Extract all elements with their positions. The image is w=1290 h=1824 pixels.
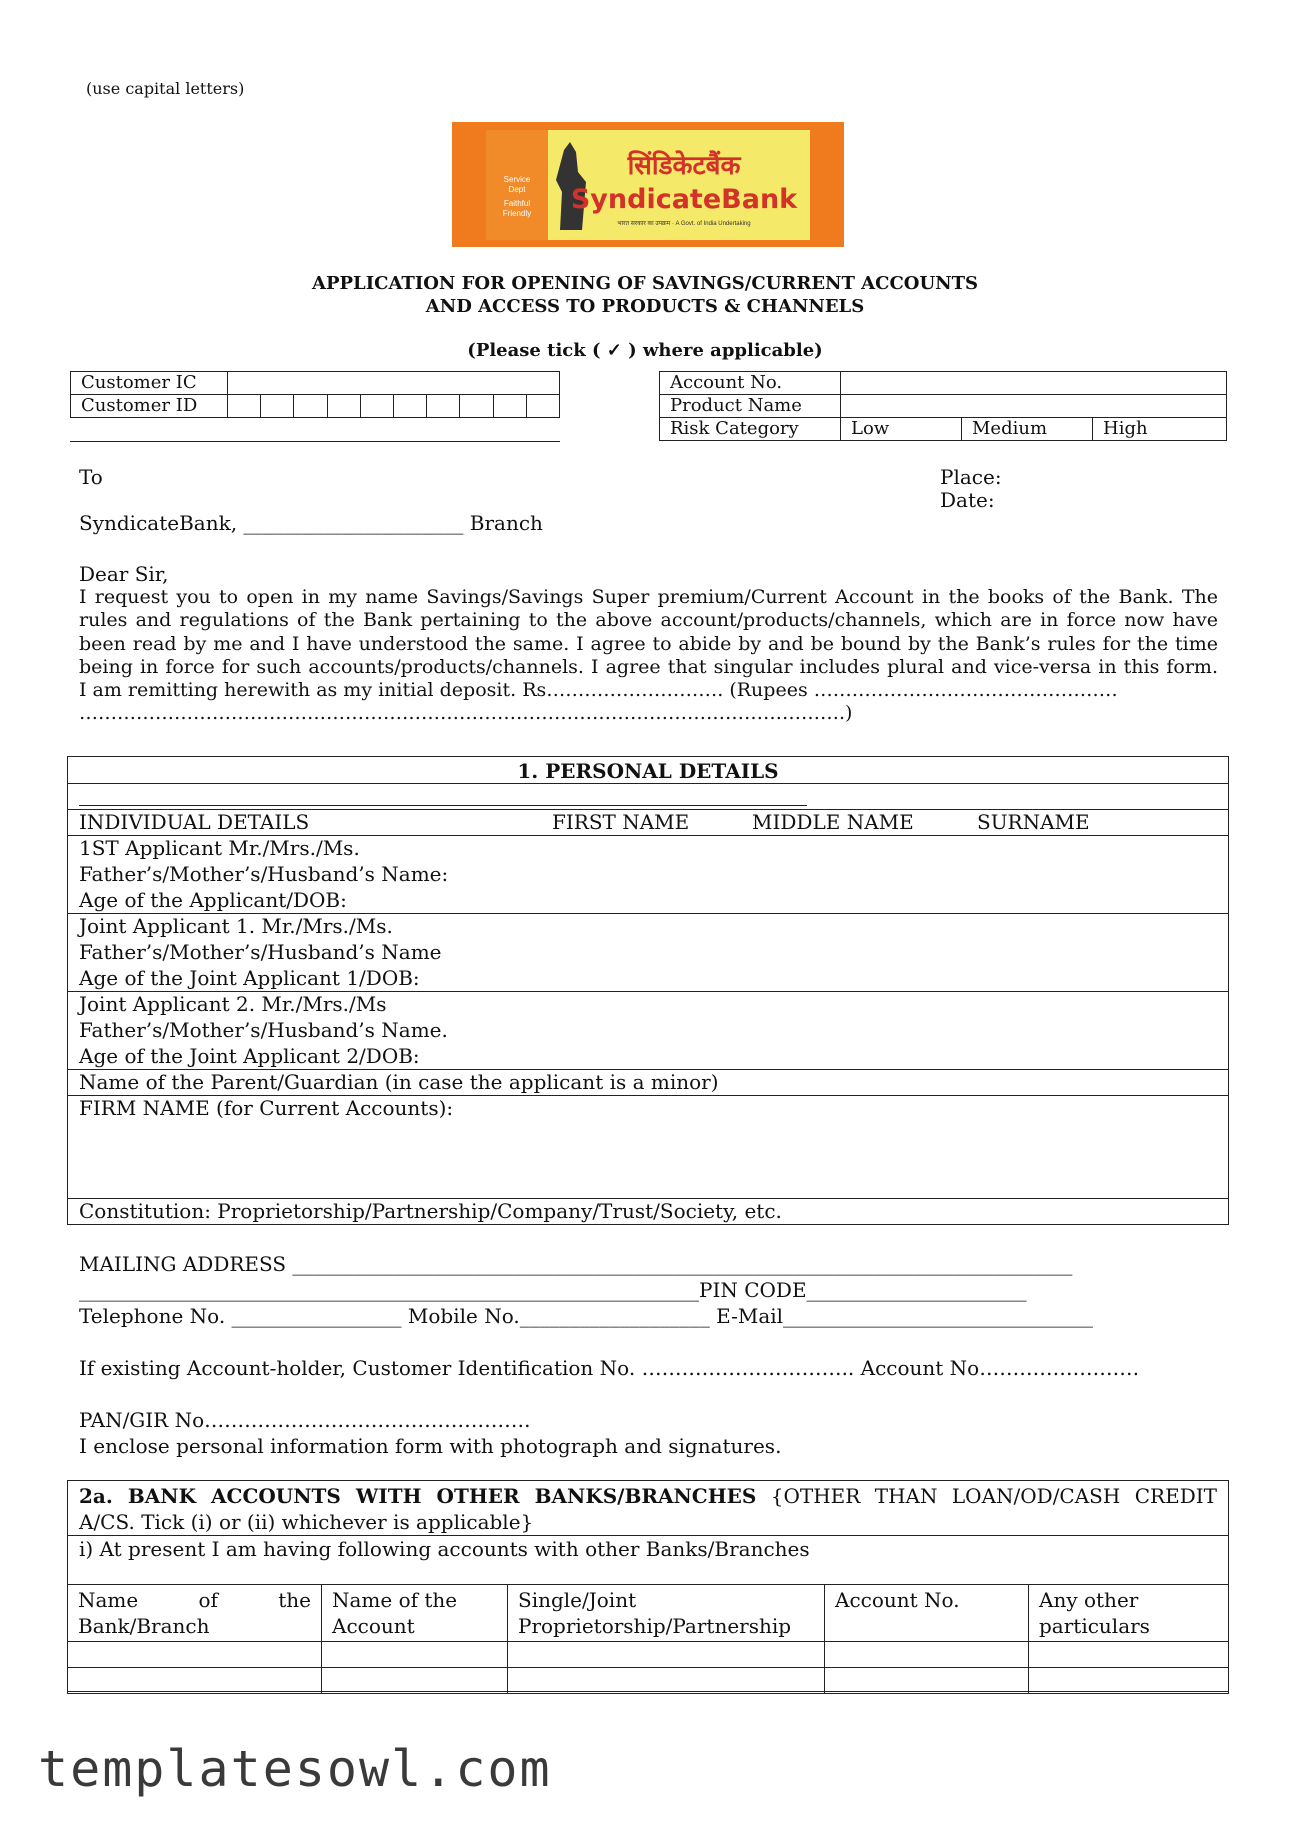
present-accounts-option[interactable]: i) At present I am having following accounts with other Banks/Branches bbox=[79, 1537, 810, 1561]
individual-details-header: INDIVIDUAL DETAILS bbox=[79, 810, 310, 834]
svg-text:Service: Service bbox=[503, 175, 531, 184]
name-underline bbox=[79, 805, 807, 806]
joint1-block[interactable] bbox=[79, 913, 442, 991]
table-cell[interactable] bbox=[825, 1668, 1029, 1694]
table-cell[interactable] bbox=[1029, 1642, 1229, 1668]
rupees-words-line[interactable]: ………………………………………………………………………………………………………….) bbox=[79, 702, 853, 725]
existing-account-field[interactable]: If existing Account-holder, Customer Identification No. ………………………….. Account No…………………… bbox=[79, 1356, 1140, 1380]
joint2-block[interactable] bbox=[79, 991, 448, 1069]
letter-line: rules and regulations of the Bank pertaining to the above account/products/channels, which are in force now have bbox=[79, 609, 1218, 632]
middle-name-header: MIDDLE NAME bbox=[752, 810, 914, 834]
product-name-field[interactable] bbox=[841, 395, 1227, 418]
banks-heading bbox=[79, 1483, 1217, 1509]
svg-text:Friendly: Friendly bbox=[502, 209, 532, 218]
joint1-title: Joint Applicant 1. Mr./Mrs./Ms. bbox=[79, 914, 393, 938]
customer-id-box[interactable] bbox=[360, 395, 393, 418]
personal-details-heading: 1. PERSONAL DETAILS bbox=[517, 759, 779, 783]
logo-subline: भारत सरकार का उपक्रम · A Govt. of India Undertaking bbox=[617, 221, 751, 227]
place-label[interactable]: Place: bbox=[940, 465, 1002, 489]
risk-category-label: Risk Category bbox=[660, 418, 841, 441]
account-no-label: Account No. bbox=[660, 372, 841, 395]
letter-line: been read by me and I have understood the same. I agree to abide by and be bound by the Bank’s rules for the time bbox=[79, 632, 1218, 655]
product-name-label: Product Name bbox=[660, 395, 841, 418]
customer-ic-field[interactable] bbox=[227, 372, 559, 395]
salutation: Dear Sir, bbox=[79, 562, 169, 586]
date-label[interactable]: Date: bbox=[940, 488, 995, 512]
phone-email-field[interactable]: Telephone No. _________________ Mobile No.___________________ E-Mail_______________________________ bbox=[79, 1304, 1094, 1328]
mailing-address-field[interactable]: MAILING ADDRESS ______________________________________________________________________________ bbox=[79, 1252, 1073, 1276]
risk-low-option[interactable]: Low bbox=[841, 418, 962, 441]
table-cell[interactable] bbox=[1029, 1668, 1229, 1694]
other-bank-accounts-section bbox=[67, 1480, 1229, 1692]
col-bank-branch: Name of the Bank/Branch bbox=[68, 1585, 322, 1642]
to-label: To bbox=[79, 465, 103, 489]
personal-details-section bbox=[67, 756, 1229, 1225]
customer-id-table bbox=[70, 371, 560, 418]
syndicate-bank-logo bbox=[452, 122, 844, 247]
enclose-note: I enclose personal information form with photograph and signatures. bbox=[79, 1434, 782, 1458]
col-holding-type: Single/Joint Proprietorship/Partnership bbox=[508, 1585, 825, 1642]
banks-heading-line2: A/CS. Tick (i) or (ii) whichever is applicable} bbox=[79, 1510, 534, 1534]
svg-text:Dept: Dept bbox=[508, 185, 526, 194]
table-cell[interactable] bbox=[508, 1642, 825, 1668]
customer-id-box[interactable] bbox=[261, 395, 294, 418]
customer-id-box[interactable] bbox=[327, 395, 360, 418]
applicant1-parent: Father’s/Mother’s/Husband’s Name: bbox=[79, 862, 449, 886]
col-account-name: Name of the Account bbox=[322, 1585, 508, 1642]
surname-header: SURNAME bbox=[977, 810, 1090, 834]
form-title bbox=[0, 272, 1290, 318]
joint2-title: Joint Applicant 2. Mr./Mrs./Ms bbox=[79, 992, 387, 1016]
joint2-age: Age of the Joint Applicant 2/DOB: bbox=[79, 1044, 420, 1068]
applicant1-age: Age of the Applicant/DOB: bbox=[79, 888, 347, 912]
risk-medium-option[interactable]: Medium bbox=[962, 418, 1093, 441]
applicant1-block[interactable] bbox=[79, 835, 448, 913]
customer-id-box[interactable] bbox=[227, 395, 260, 418]
table-cell[interactable] bbox=[322, 1642, 508, 1668]
customer-id-label: Customer ID bbox=[71, 395, 228, 418]
pin-code-field[interactable]: ______________________________________________________________PIN CODE______________________ bbox=[79, 1278, 1027, 1302]
customer-id-box[interactable] bbox=[427, 395, 460, 418]
header-divider bbox=[70, 441, 560, 442]
joint1-parent: Father’s/Mother’s/Husband’s Name bbox=[79, 940, 442, 964]
firm-name-field[interactable]: FIRM NAME (for Current Accounts): bbox=[79, 1096, 454, 1120]
form-title-line2: AND ACCESS TO PRODUCTS & CHANNELS bbox=[425, 296, 865, 317]
bank-branch-line[interactable]: SyndicateBank, ______________________ Branch bbox=[79, 511, 543, 535]
letter-line: I request you to open in my name Savings/Savings Super premium/Current Account in the books of the Bank. The bbox=[79, 586, 1218, 608]
customer-id-box[interactable] bbox=[393, 395, 426, 418]
banks-heading-rest: {OTHER THAN LOAN/OD/CASH CREDIT bbox=[756, 1484, 1217, 1508]
col-other-particulars: Any other particulars bbox=[1029, 1585, 1229, 1642]
svg-text:Faithful: Faithful bbox=[503, 199, 531, 208]
constitution-field[interactable]: Constitution: Proprietorship/Partnership/Company/Trust/Society, etc. bbox=[79, 1199, 782, 1223]
top-note: (use capital letters) bbox=[86, 79, 245, 98]
account-no-field[interactable] bbox=[841, 372, 1227, 395]
guardian-field[interactable]: Name of the Parent/Guardian (in case the applicant is a minor) bbox=[79, 1070, 719, 1094]
table-cell[interactable] bbox=[68, 1642, 322, 1668]
request-letter bbox=[79, 586, 1218, 726]
first-name-header: FIRST NAME bbox=[552, 810, 690, 834]
risk-high-option[interactable]: High bbox=[1093, 418, 1227, 441]
letter-line: being in force for such accounts/products/channels. I agree that singular includes plural and vice-versa in this form. bbox=[79, 655, 1218, 678]
other-banks-table bbox=[67, 1584, 1229, 1694]
customer-id-box[interactable] bbox=[460, 395, 493, 418]
customer-id-box[interactable] bbox=[493, 395, 526, 418]
form-title-line1: APPLICATION FOR OPENING OF SAVINGS/CURRENT ACCOUNTS bbox=[312, 273, 978, 294]
applicant1-title: 1ST Applicant Mr./Mrs./Ms. bbox=[79, 836, 360, 860]
watermark: templatesowl.com bbox=[38, 1740, 552, 1798]
tick-note: (Please tick ( ✓ ) where applicable) bbox=[467, 340, 823, 361]
initial-deposit-line[interactable]: I am remitting herewith as my initial deposit. Rs………………………. (Rupees ………………………………………… bbox=[79, 679, 1118, 702]
customer-id-box[interactable] bbox=[294, 395, 327, 418]
joint2-parent: Father’s/Mother’s/Husband’s Name. bbox=[79, 1018, 448, 1042]
row-divider bbox=[68, 783, 1228, 784]
customer-ic-label: Customer IC bbox=[71, 372, 228, 395]
table-cell[interactable] bbox=[825, 1642, 1029, 1668]
logo-english-name: SyndicateBank bbox=[570, 184, 798, 215]
table-cell[interactable] bbox=[322, 1668, 508, 1694]
joint1-age: Age of the Joint Applicant 1/DOB: bbox=[79, 966, 420, 990]
col-account-no: Account No. bbox=[825, 1585, 1029, 1642]
table-cell[interactable] bbox=[508, 1668, 825, 1694]
pan-field[interactable]: PAN/GIR No…………………………………………. bbox=[79, 1408, 531, 1432]
banks-heading-bold: 2a. BANK ACCOUNTS WITH OTHER BANKS/BRANCHES bbox=[79, 1484, 757, 1508]
account-info-table bbox=[659, 371, 1227, 441]
customer-id-box[interactable] bbox=[526, 395, 559, 418]
logo-hindi-name: सिंडिकेटबैंक bbox=[627, 151, 741, 181]
table-cell[interactable] bbox=[68, 1668, 322, 1694]
